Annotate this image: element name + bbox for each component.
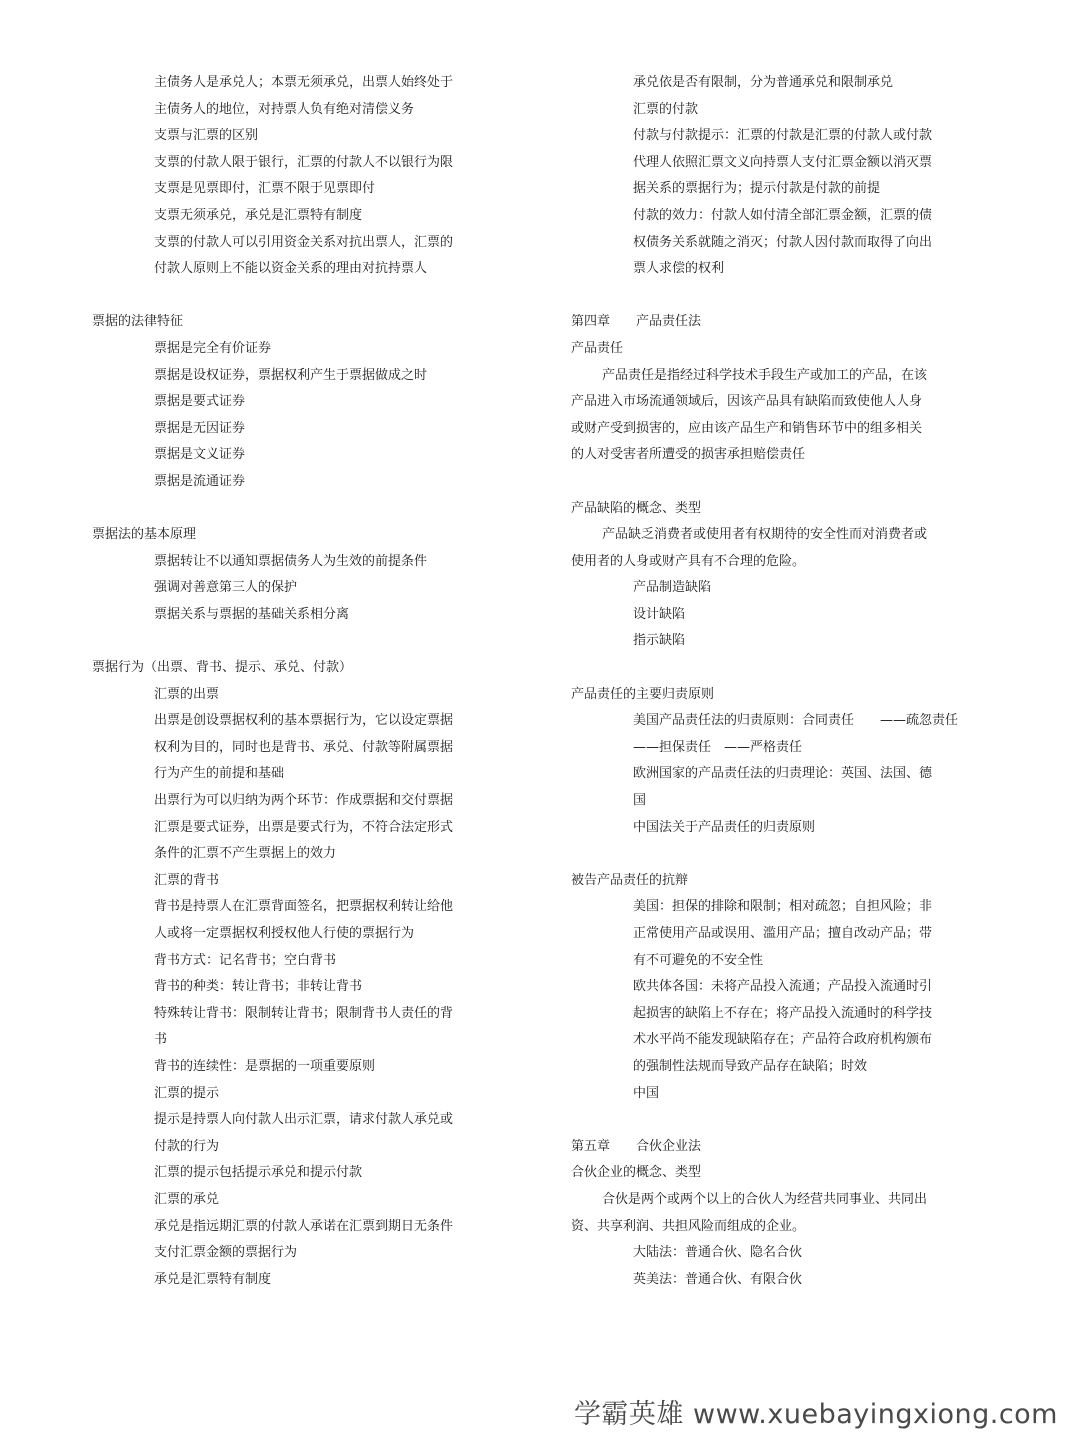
text-line: 欧共体各国：未将产品投入流通；产品投入流通时引 — [633, 979, 933, 995]
text-line: 付款的行为 — [154, 1138, 220, 1154]
text-line: 汇票的出票 — [154, 686, 220, 702]
text-line: 票据转让不以通知票据债务人为生效的前提条件 — [154, 553, 428, 569]
text-line: 权债务关系就随之消灭；付款人因付款而取得了向出 — [633, 234, 933, 250]
text-line: 行为产生的前提和基础 — [154, 766, 285, 782]
section-gap — [571, 841, 991, 868]
section-gap — [571, 655, 991, 682]
section-heading: 票据的法律特征 — [92, 314, 184, 330]
text-line: 汇票的承兑 — [154, 1191, 220, 1207]
section-gap — [92, 628, 492, 655]
section-heading: 的人对受害者所遭受的损害承担赔偿责任 — [571, 447, 806, 463]
right-column — [571, 70, 991, 1293]
text-line: 付款人原则上不能以资金关系的理由对抗持票人 — [154, 261, 428, 277]
text-line: 代理人依照汇票文义向持票人支付汇票金额以消灭票 — [633, 154, 933, 170]
section-heading: 合伙企业的概念、类型 — [571, 1165, 702, 1181]
section-gap — [92, 283, 492, 310]
section-heading: 第五章 合伙企业法 — [571, 1138, 702, 1154]
text-line: 条件的汇票不产生票据上的效力 — [154, 846, 337, 862]
text-line: 票人求偿的权利 — [633, 261, 725, 277]
text-line: 付款的效力：付款人如付清全部汇票金额，汇票的债 — [633, 207, 933, 223]
section-heading: 票据法的基本原理 — [92, 527, 197, 543]
text-line: 支票的付款人可以引用资金关系对抗出票人，汇票的 — [154, 234, 454, 250]
watermark: 学霸英雄 www.xuebayingxiong.com — [573, 1399, 1058, 1430]
text-line: 承兑依是否有限制，分为普通承兑和限制承兑 — [633, 75, 894, 90]
text-line: 主债务人是承兑人；本票无须承兑，出票人始终处于 — [154, 75, 454, 90]
text-line: 背书是持票人在汇票背面签名，把票据权利转让给他 — [154, 899, 454, 915]
text-line: 大陆法：普通合伙、隐名合伙 — [633, 1245, 803, 1261]
text-line: 中国法关于产品责任的归责原则 — [633, 819, 816, 835]
text-line: 背书方式：记名背书；空白背书 — [154, 952, 337, 968]
text-line: 欧洲国家的产品责任法的归责理论：英国、法国、德 — [633, 766, 933, 782]
section-heading: 使用者的人身或财产具有不合理的危险。 — [571, 553, 806, 569]
section-heading: 或财产受到损害的，应由该产品生产和销售环节中的组多相关 — [571, 420, 923, 436]
section-heading: 产品进入市场流通领域后，因该产品具有缺陷而致使他人人身 — [571, 394, 923, 410]
text-line: 产品责任是指经过科学技术手段生产或加工的产品，在该 — [602, 367, 928, 383]
text-line: 承兑是指远期汇票的付款人承诺在汇票到期日无条件 — [154, 1218, 454, 1234]
section-gap — [571, 1107, 991, 1134]
text-line: 汇票是要式证券，出票是要式行为，不符合法定形式 — [154, 819, 454, 835]
section-heading: 产品缺陷的概念、类型 — [571, 500, 702, 516]
text-line: 术水平尚不能发现缺陷存在；产品符合政府机构颁布 — [633, 1032, 933, 1048]
text-line: 票据是要式证券 — [154, 394, 246, 410]
section-gap — [92, 496, 492, 523]
text-line: 支付汇票金额的票据行为 — [154, 1245, 298, 1261]
text-line: 书 — [154, 1032, 168, 1048]
text-line: 票据是流通证券 — [154, 473, 246, 489]
text-line: 汇票的提示包括提示承兑和提示付款 — [154, 1165, 363, 1181]
section-heading: 被告产品责任的抗辩 — [571, 872, 689, 888]
text-line: 付款与付款提示：汇票的付款是汇票的付款人或付款 — [633, 128, 933, 144]
text-line: 设计缺陷 — [633, 606, 686, 622]
text-line: 支票无须承兑，承兑是汇票特有制度 — [154, 207, 363, 223]
text-line: 起损害的缺陷上不存在；将产品投入流通时的科学技 — [633, 1005, 933, 1021]
text-line: 主债务人的地位，对持票人负有绝对清偿义务 — [154, 101, 415, 117]
section-heading: 资、共享利润、共担风险而组成的企业。 — [571, 1218, 806, 1234]
text-line: 指示缺陷 — [633, 633, 686, 649]
text-line: 有不可避免的不安全性 — [633, 952, 764, 968]
section-heading: 第四章 产品责任法 — [571, 314, 702, 330]
text-line: 汇票的付款 — [633, 101, 699, 117]
text-line: 合伙是两个或两个以上的合伙人为经营共同事业、共同出 — [602, 1191, 928, 1207]
text-line: 人或将一定票据权利授权他人行使的票据行为 — [154, 926, 415, 941]
text-line: 国 — [633, 793, 647, 809]
left-column — [92, 70, 492, 1293]
text-line: 背书的连续性：是票据的一项重要原则 — [154, 1058, 376, 1074]
text-line: 产品制造缺陷 — [633, 580, 712, 596]
text-line: 特殊转让背书：限制转让背书；限制背书人责任的背 — [154, 1005, 454, 1021]
text-line: 背书的种类：转让背书；非转让背书 — [154, 979, 363, 995]
text-line: 产品缺乏消费者或使用者有权期待的安全性而对消费者或 — [602, 527, 928, 543]
text-line: 支票与汇票的区别 — [154, 128, 259, 144]
text-line: 正常使用产品或误用、滥用产品；擅自改动产品；带 — [633, 926, 933, 941]
text-line: 中国 — [633, 1085, 660, 1101]
text-line: 票据是设权证券，票据权利产生于票据做成之时 — [154, 367, 428, 383]
section-heading: 产品责任的主要归责原则 — [571, 686, 715, 702]
text-line: 的强制性法规而导致产品存在缺陷；时效 — [633, 1058, 868, 1074]
text-line: ——担保责任 ——严格责任 — [633, 739, 803, 755]
text-line: 据关系的票据行为；提示付款是付款的前提 — [633, 181, 881, 197]
text-line: 承兑是汇票特有制度 — [154, 1271, 272, 1287]
text-line: 票据是完全有价证券 — [154, 340, 272, 356]
text-line: 出票行为可以归纳为两个环节：作成票据和交付票据 — [154, 793, 454, 809]
text-line: 票据是文义证券 — [154, 447, 246, 463]
section-gap — [571, 469, 991, 496]
text-line: 英美法：普通合伙、有限合伙 — [633, 1271, 803, 1287]
text-line: 支票的付款人限于银行，汇票的付款人不以银行为限 — [154, 154, 454, 170]
text-line: 权利为目的，同时也是背书、承兑、付款等附属票据 — [154, 739, 454, 755]
section-heading: 产品责任 — [571, 340, 624, 356]
text-line: 支票是见票即付，汇票不限于见票即付 — [154, 181, 376, 197]
text-line: 美国产品责任法的归责原则：合同责任 ——疏忽责任 — [633, 713, 959, 729]
section-gap — [571, 283, 991, 310]
section-heading: 票据行为（出票、背书、提示、承兑、付款） — [92, 660, 353, 676]
text-line: 强调对善意第三人的保护 — [154, 580, 298, 596]
text-line: 出票是创设票据权利的基本票据行为，它以设定票据 — [154, 713, 454, 729]
text-line: 美国：担保的排除和限制；相对疏忽；自担风险；非 — [633, 899, 933, 915]
text-line: 汇票的背书 — [154, 872, 220, 888]
text-line: 票据是无因证券 — [154, 420, 246, 436]
text-line: 票据关系与票据的基础关系相分离 — [154, 606, 350, 622]
text-line: 提示是持票人向付款人出示汇票，请求付款人承兑或 — [154, 1112, 454, 1128]
text-line: 汇票的提示 — [154, 1085, 220, 1101]
